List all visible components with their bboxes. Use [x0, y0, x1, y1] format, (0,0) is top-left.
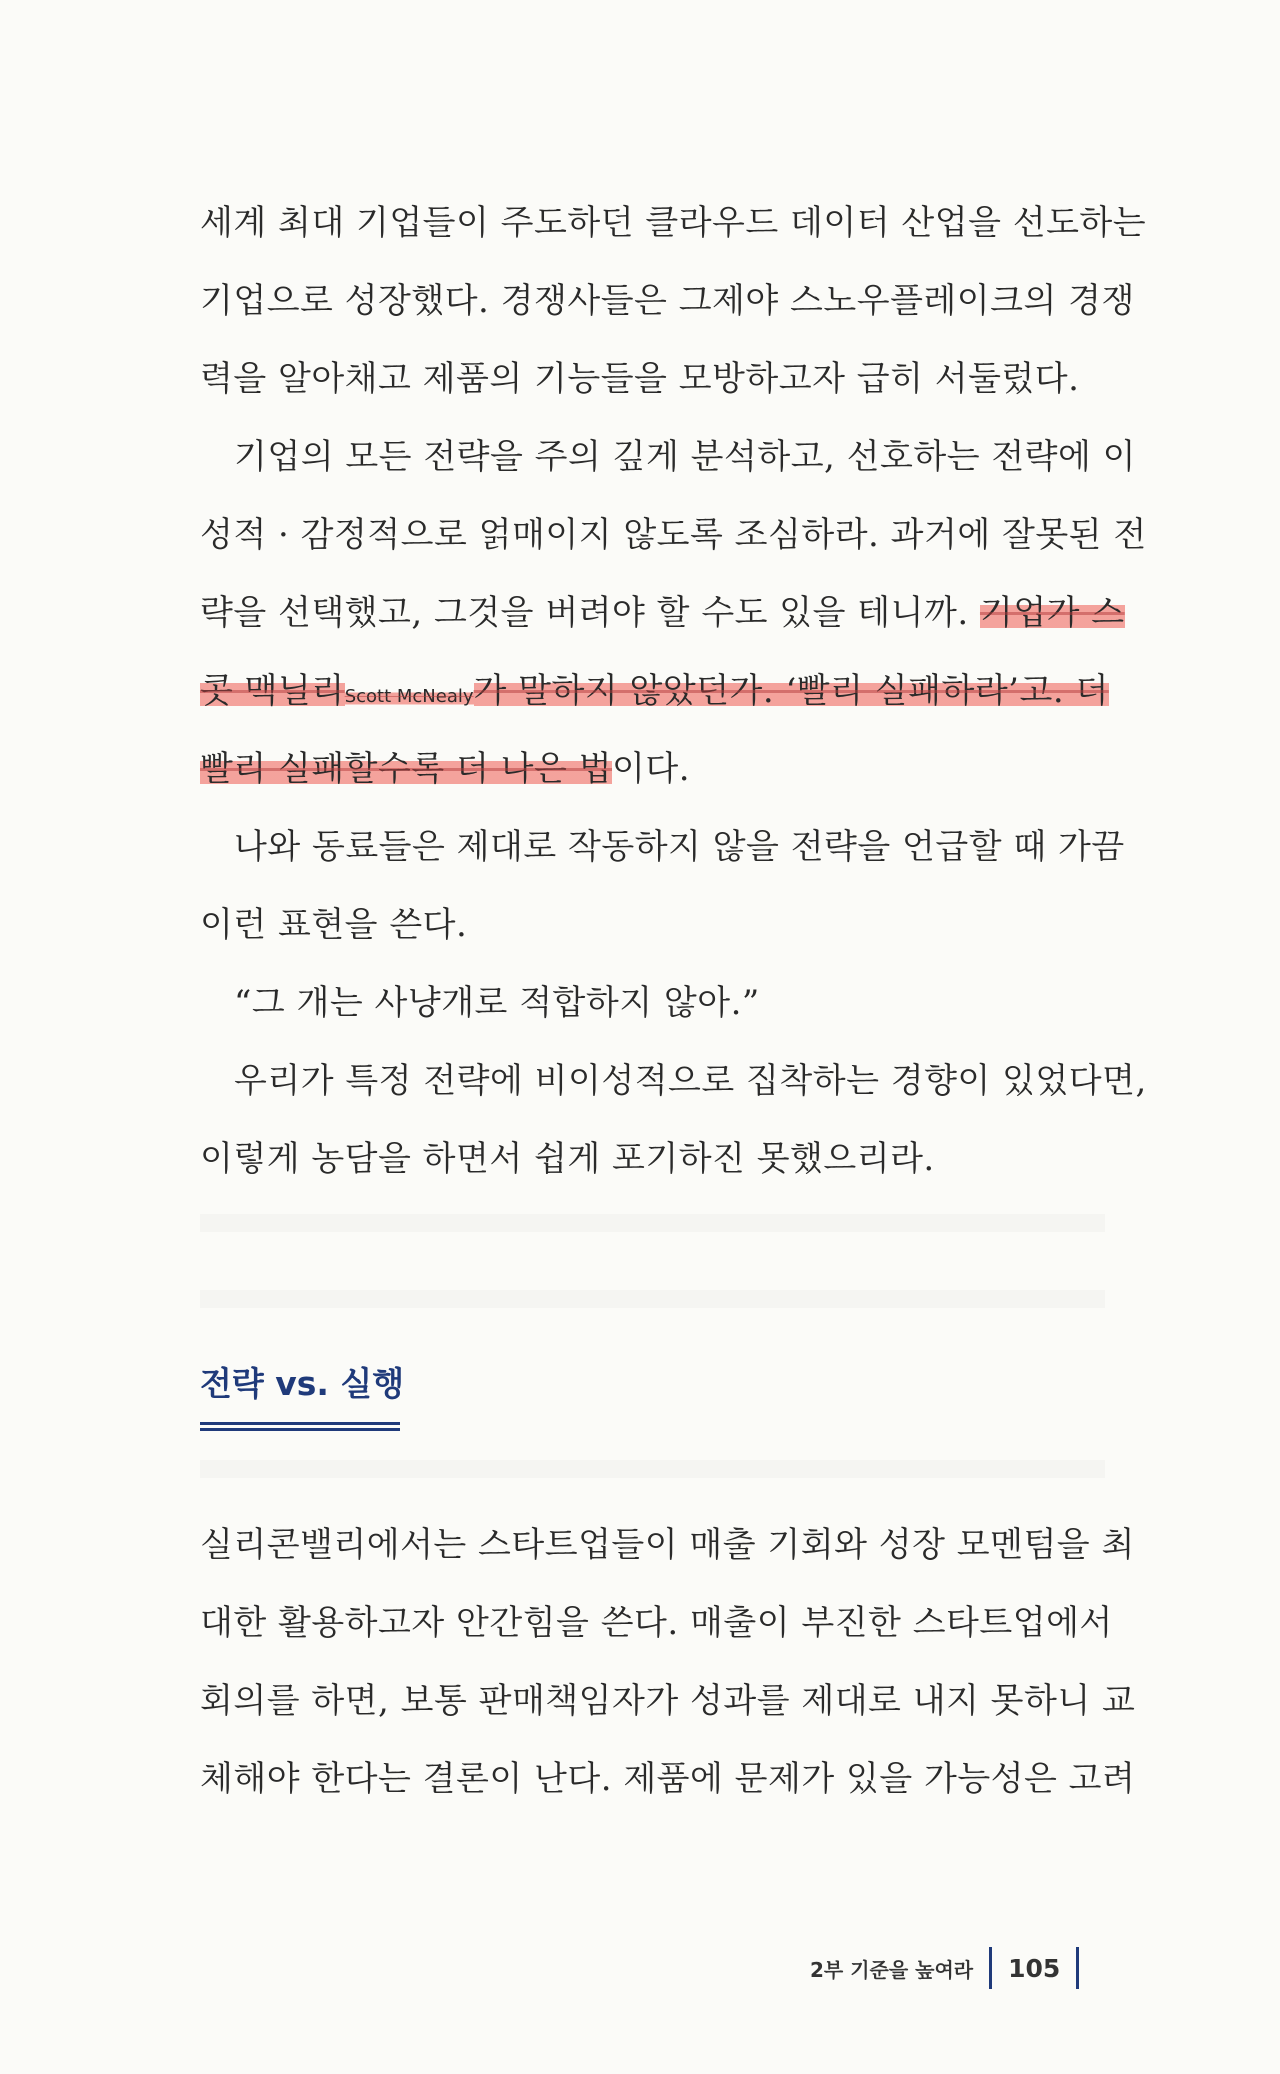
text-run: 이런 표현을 쓴다.: [200, 905, 468, 945]
page-footer: [810, 1948, 1095, 1988]
text-line: [200, 1120, 1105, 1198]
running-footer-part-title: 2부 기준을 높여라: [810, 1957, 974, 1982]
highlighted-text: 가 말하지 않았던가. ‘빨리 실패하라’고. 더: [473, 671, 1109, 711]
text-run: 이렇게 농담을 하면서 쉽게 포기하진 못했으리라.: [200, 1139, 935, 1179]
body-text-top: [200, 184, 1147, 1198]
text-run: 실리콘밸리에서는 스타트업들이 매출 기회와 성장 모멘텀을 최: [200, 1525, 1135, 1565]
highlighted-text: Scott McNealy: [344, 686, 474, 707]
text-line: [200, 184, 1147, 262]
paragraph: [200, 1506, 1136, 1818]
text-run: 이다.: [612, 749, 691, 789]
paragraph: [200, 1042, 1147, 1198]
text-line: [200, 1042, 1147, 1120]
bleed-through-shadow: [200, 1460, 1105, 1478]
text-run: 력을 알아채고 제품의 기능들을 모방하고자 급히 서둘렀다.: [200, 359, 1080, 399]
paragraph: [200, 964, 1105, 1042]
text-line: [200, 652, 1109, 730]
highlighted-text: 기업가 스: [979, 593, 1125, 633]
text-line: [200, 886, 1105, 964]
text-line: [200, 1506, 1135, 1584]
text-line: [200, 1584, 1113, 1662]
text-line: [200, 1740, 1136, 1818]
text-line: [200, 808, 1125, 886]
text-run: 세계 최대 기업들이 주도하던 클라우드 데이터 산업을 선도하는: [200, 203, 1147, 243]
text-run: 기업의 모든 전략을 주의 깊게 분석하고, 선호하는 전략에 이: [234, 437, 1137, 477]
text-run: “그 개는 사냥개로 적합하지 않아.”: [234, 983, 760, 1023]
text-line: [200, 1662, 1136, 1740]
highlighted-text: 빨리 실패할수록 더 나은 법: [200, 749, 613, 789]
page-number: 105: [1008, 1953, 1061, 1983]
text-line: [200, 340, 1105, 418]
text-run: 대한 활용하고자 안간힘을 쓴다. 매출이 부진한 스타트업에서: [200, 1603, 1113, 1643]
text-run: 기업으로 성장했다. 경쟁사들은 그제야 스노우플레이크의 경쟁: [200, 281, 1135, 321]
bleed-through-shadow: [200, 1214, 1105, 1232]
highlighted-text: 콧 맥닐리: [200, 671, 345, 711]
body-text-bottom: [200, 1506, 1136, 1818]
footer-separator: [989, 1947, 992, 1989]
text-line: [200, 730, 1105, 808]
text-run: 체해야 한다는 결론이 난다. 제품에 문제가 있을 가능성은 고려: [200, 1759, 1136, 1799]
paragraph: [200, 418, 1147, 808]
text-line: [200, 418, 1137, 496]
text-run: 나와 동료들은 제대로 작동하지 않을 전략을 언급할 때 가끔: [234, 827, 1125, 867]
section-heading-underline: [200, 1422, 400, 1431]
paragraph: [200, 808, 1125, 964]
bleed-through-shadow: [200, 1290, 1105, 1308]
text-line: [200, 496, 1147, 574]
text-line: [200, 574, 1125, 652]
footer-separator: [1076, 1947, 1079, 1989]
paragraph: [200, 184, 1147, 418]
text-run: 성적 · 감정적으로 얽매이지 않도록 조심하라. 과거에 잘못된 전: [200, 515, 1147, 555]
text-run: 우리가 특정 전략에 비이성적으로 집착하는 경향이 있었다면,: [234, 1061, 1147, 1101]
text-run: 회의를 하면, 보통 판매책임자가 성과를 제대로 내지 못하니 교: [200, 1681, 1136, 1721]
text-run: 략을 선택했고, 그것을 버려야 할 수도 있을 테니까.: [200, 593, 980, 633]
text-line: [200, 964, 1105, 1042]
text-line: [200, 262, 1135, 340]
section-heading: 전략 vs. 실행: [200, 1364, 405, 1403]
